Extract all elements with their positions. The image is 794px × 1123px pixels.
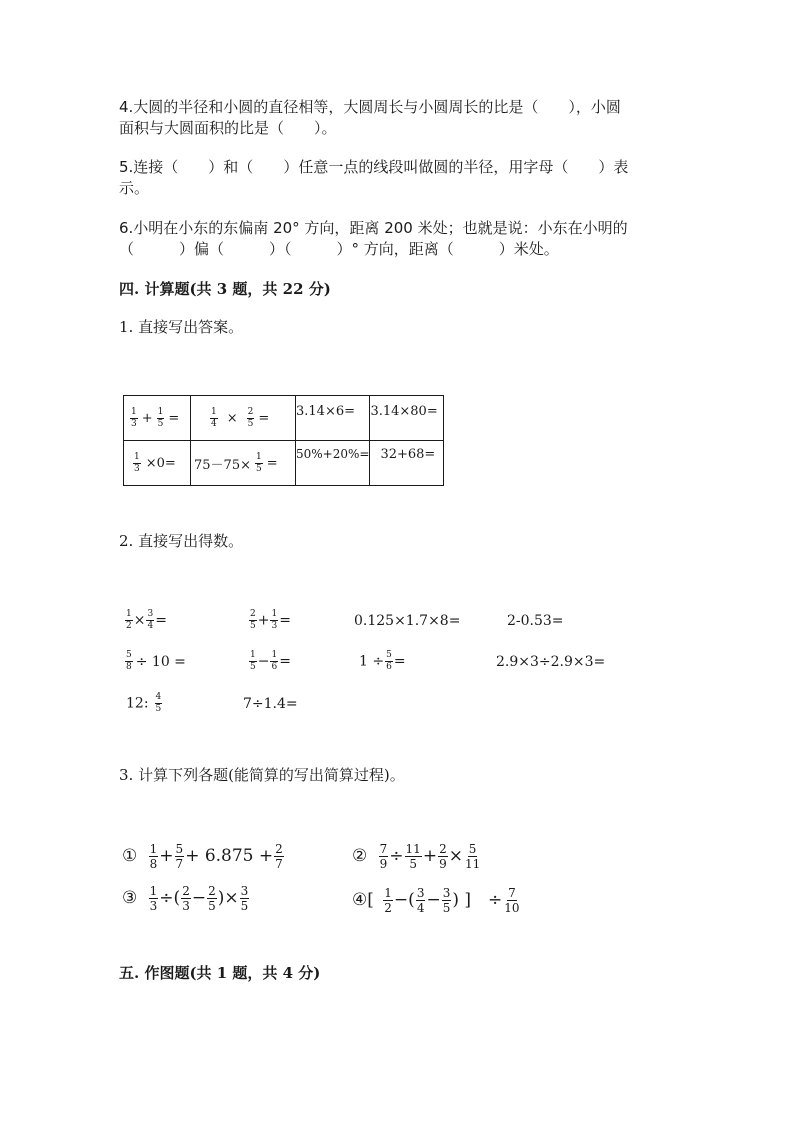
q2-expr-6: $\frac{1}{5}$ − $\frac{1}{6}$ = <box>250 650 291 672</box>
calc-3: ③ $\frac{1}{3}$ ÷( $\frac{2}{3}$ − $\frac{2}{5}$ )× $\frac{3}{5}$ <box>122 884 249 913</box>
q2-expr-8: 2.9×3÷2.9×3= <box>496 654 606 670</box>
table-cell: 50%+20%= <box>296 441 370 486</box>
table-cell: 3.14×6= <box>296 396 370 441</box>
q2-expr-9: 12: $\frac{4}{5}$ <box>126 692 162 714</box>
q2-expr-2: $\frac{2}{5}$ + $\frac{1}{3}$ = <box>250 609 291 631</box>
q2-expr-3: 0.125×1.7×8= <box>354 613 461 629</box>
q2-expr-4: 2-0.53= <box>507 613 564 629</box>
q4-line1: 4.大圆的半径和小圆的直径相等，大圆周长与小圆周长的比是（ ），小圆 <box>119 98 621 116</box>
q4-line2: 面积与大圆面积的比是（ ）。 <box>119 119 337 137</box>
q1-title: 1. 直接写出答案。 <box>119 318 244 336</box>
table-cell: 32+68= <box>370 441 444 486</box>
q2-expr-10: 7÷1.4= <box>243 696 298 712</box>
calc-2: ② $\frac{7}{9}$ ÷ $\frac{11}{5}$ + $\frac{2}{9}$ × $\frac{5}{11}$ <box>352 842 481 871</box>
section4-title: 四. 计算题(共 3 题，共 22 分) <box>119 280 331 298</box>
calc-4: ④[ $\frac{1}{2}$ −( $\frac{3}{4}$ − $\frac{3}{5}$ ) ] ÷ $\frac{7}{10}$ <box>352 886 520 915</box>
table-cell: $\frac{1}{3}$ ×0= <box>124 441 191 486</box>
calc-1: ① $\frac{1}{8}$ + $\frac{5}{7}$ + 6.875 + $\frac{2}{7}$ <box>122 842 283 871</box>
q2-expr-7: 1 ÷ $\frac{5}{6}$ = <box>359 650 406 672</box>
q6-line1: 6.小明在小东的东偏南 20° 方向，距离 200 米处；也就是说：小东在小明的 <box>119 219 628 237</box>
q5-line2: 示。 <box>119 179 150 197</box>
table-cell: 75－75× $\frac{1}{5}$ = <box>191 441 296 486</box>
table-cell: 3.14×80= <box>370 396 444 441</box>
q2-expr-5: $\frac{5}{8}$ ÷ 10 = <box>126 650 186 672</box>
section5-title: 五. 作图题(共 1 题，共 4 分) <box>119 964 321 982</box>
q2-expr-1: $\frac{1}{2}$ × $\frac{3}{4}$ = <box>126 609 167 631</box>
q3-title: 3. 计算下列各题(能简算的写出简算过程)。 <box>119 766 405 784</box>
q5-line1: 5.连接（ ）和（ ）任意一点的线段叫做圆的半径，用字母（ ）表 <box>119 158 629 176</box>
q6-line2: （ ）偏（ ）（ ）° 方向，距离（ ）米处。 <box>119 240 559 258</box>
q2-title: 2. 直接写出得数。 <box>119 532 244 550</box>
table-cell: 1 3 + $\frac{1}{5}$ = <box>124 396 191 441</box>
table-cell: $\frac{1}{4}$ × $\frac{2}{5}$ = <box>191 396 296 441</box>
answer-table <box>123 395 444 486</box>
